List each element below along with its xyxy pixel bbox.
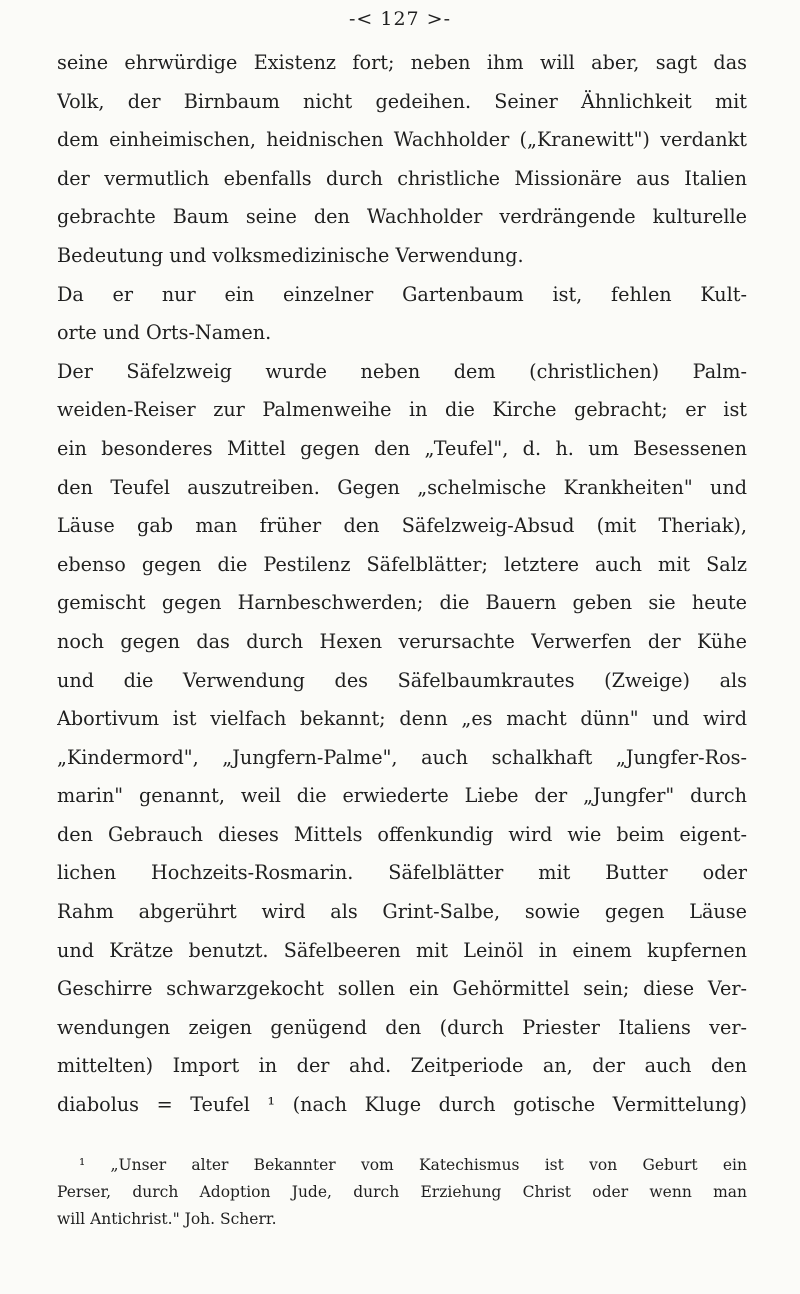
- footnote-line: will Antichrist." Joh. Scherr.: [57, 1210, 277, 1228]
- text-line: weiden-Reiser zur Palmenweihe in die Kirche gebracht; er ist: [57, 398, 747, 422]
- text-line: orte und Orts-Namen.: [57, 321, 272, 345]
- footnote-line: ¹ „Unser alter Bekannter vom Katechismus ist von Geburt ein: [79, 1156, 747, 1174]
- text-line: dem einheimischen, heidnischen Wachholder („Kranewitt") verdankt: [57, 128, 747, 152]
- text-line: Rahm abgerührt wird als Grint-Salbe, sowie gegen Läuse: [57, 900, 747, 924]
- text-line: und die Verwendung des Säfelbaumkrautes (Zweige) als: [57, 668, 747, 692]
- footnote-line: Perser, durch Adoption Jude, durch Erziehung Christ oder wenn man: [57, 1183, 747, 1201]
- text-line: gebrachte Baum seine den Wachholder verdrängende kulturelle: [57, 205, 747, 229]
- text-line: ebenso gegen die Pestilenz Säfelblätter; letztere auch mit Salz: [57, 552, 747, 576]
- body-text: [57, 44, 747, 1125]
- text-line: der vermutlich ebenfalls durch christliche Missionäre aus Italien: [57, 166, 747, 190]
- text-line: Da er nur ein einzelner Gartenbaum ist, fehlen Kult-: [57, 282, 747, 306]
- text-line: Läuse gab man früher den Säfelzweig-Absud (mit Theriak),: [57, 514, 747, 538]
- text-line: wendungen zeigen genügend den (durch Priester Italiens ver-: [57, 1015, 747, 1039]
- text-line: seine ehrwürdige Existenz fort; neben ihm will aber, sagt das: [57, 51, 747, 74]
- text-line: ein besonderes Mittel gegen den „Teufel", d. h. um Besessenen: [57, 436, 747, 460]
- text-line: Abortivum ist vielfach bekannt; denn „es macht dünn" und wird: [57, 707, 747, 731]
- text-line: den Gebrauch dieses Mittels offenkundig wird wie beim eigent-: [57, 822, 747, 846]
- text-line: Volk, der Birnbaum nicht gedeihen. Seiner Ähnlichkeit mit: [57, 89, 747, 113]
- text-line: Der Säfelzweig wurde neben dem (christlichen) Palm-: [57, 359, 747, 383]
- text-line: marin" genannt, weil die erwiederte Liebe der „Jungfer" durch: [57, 784, 747, 808]
- footnote: [57, 1152, 747, 1233]
- text-line: mittelten) Import in der ahd. Zeitperiode an, der auch den: [57, 1054, 747, 1078]
- page-number-header: -< 127 >-: [348, 8, 452, 30]
- text-line: Geschirre schwarzgekocht sollen ein Gehörmittel sein; diese Ver-: [57, 977, 747, 1001]
- text-line: diabolus = Teufel ¹ (nach Kluge durch gotische Vermittelung): [57, 1093, 747, 1117]
- text-line: „Kindermord", „Jungfern-Palme", auch schalkhaft „Jungfer-Ros-: [57, 745, 747, 769]
- text-line: gemischt gegen Harnbeschwerden; die Bauern geben sie heute: [57, 591, 747, 615]
- text-line: den Teufel auszutreiben. Gegen „schelmische Krankheiten" und: [57, 475, 747, 499]
- text-line: und Krätze benutzt. Säfelbeeren mit Leinöl in einem kupfernen: [57, 938, 747, 962]
- text-line: Bedeutung und volksmedizinische Verwendung.: [57, 243, 524, 267]
- text-line: noch gegen das durch Hexen verursachte Verwerfen der Kühe: [57, 629, 747, 653]
- text-line: lichen Hochzeits-Rosmarin. Säfelblätter mit Butter oder: [57, 861, 747, 885]
